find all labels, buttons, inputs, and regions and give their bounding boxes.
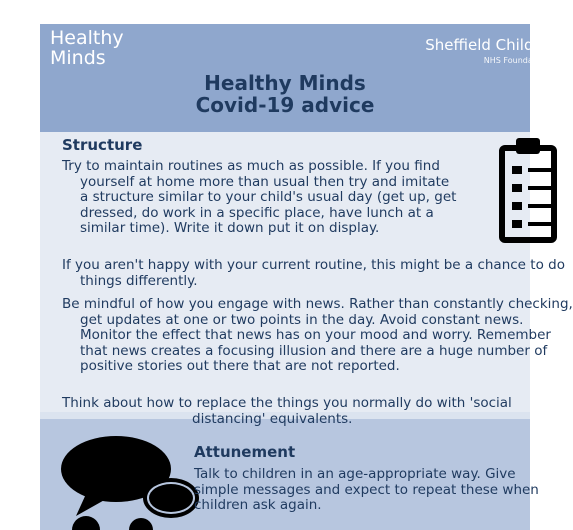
text-line: yourself at home more than usual then try and imitate	[80, 173, 450, 190]
text-line: Monitor the effect that news has on your mood and worry. Remember	[80, 327, 551, 343]
text-line: Be mindful of how you engage with news. Rather than constantly checking,	[62, 296, 573, 312]
structure-paragraph-2	[62, 258, 565, 289]
text-line: positive stories out there that are not reported.	[80, 358, 400, 374]
title-line2: Covid-19 advice	[195, 93, 375, 117]
structure-paragraph-3	[62, 297, 573, 375]
trust-logo	[425, 36, 570, 65]
page-title	[40, 72, 530, 116]
header-banner	[40, 24, 570, 132]
attunement-heading: Attunement	[194, 443, 296, 461]
trust-name: Sheffield Children's	[425, 36, 570, 54]
text-line: similar time). Write it down put it on display.	[80, 220, 380, 236]
text-line: Think about how to replace the things you normally do with 'social	[62, 395, 512, 411]
text-line: Talk to children in an age-appropriate way. Give	[194, 466, 516, 482]
speech-bubbles-icon	[56, 424, 196, 530]
trust-subtitle: NHS Foundation Trust	[483, 56, 570, 65]
logo-line2: Minds	[50, 47, 106, 69]
structure-paragraph-1	[62, 159, 456, 237]
text-line: get updates at one or two points in the day. Avoid constant news.	[80, 311, 524, 328]
text-line: simple messages and expect to repeat these when	[194, 481, 539, 498]
text-line: that news creates a focusing illusion and there are a huge number of	[80, 342, 548, 359]
clipboard-icon	[498, 134, 558, 244]
text-line: distancing' equivalents.	[192, 410, 353, 427]
title-line1: Healthy Minds	[204, 71, 366, 95]
text-line: a structure similar to your child's usual day (get up, get	[80, 189, 457, 205]
healthy-minds-logo	[50, 28, 130, 68]
attunement-paragraph	[194, 467, 539, 514]
text-line: If you aren't happy with your current routine, this might be a chance to do	[62, 257, 565, 273]
structure-heading: Structure	[62, 136, 143, 154]
structure-paragraph-4	[62, 396, 512, 427]
text-line: Try to maintain routines as much as possible. If you find	[62, 158, 440, 174]
text-line: things differently.	[80, 272, 198, 289]
logo-line1: Healthy	[50, 27, 124, 49]
text-line: children ask again.	[194, 497, 322, 513]
text-line: dressed, do work in a specific place, have lunch at a	[80, 204, 434, 221]
